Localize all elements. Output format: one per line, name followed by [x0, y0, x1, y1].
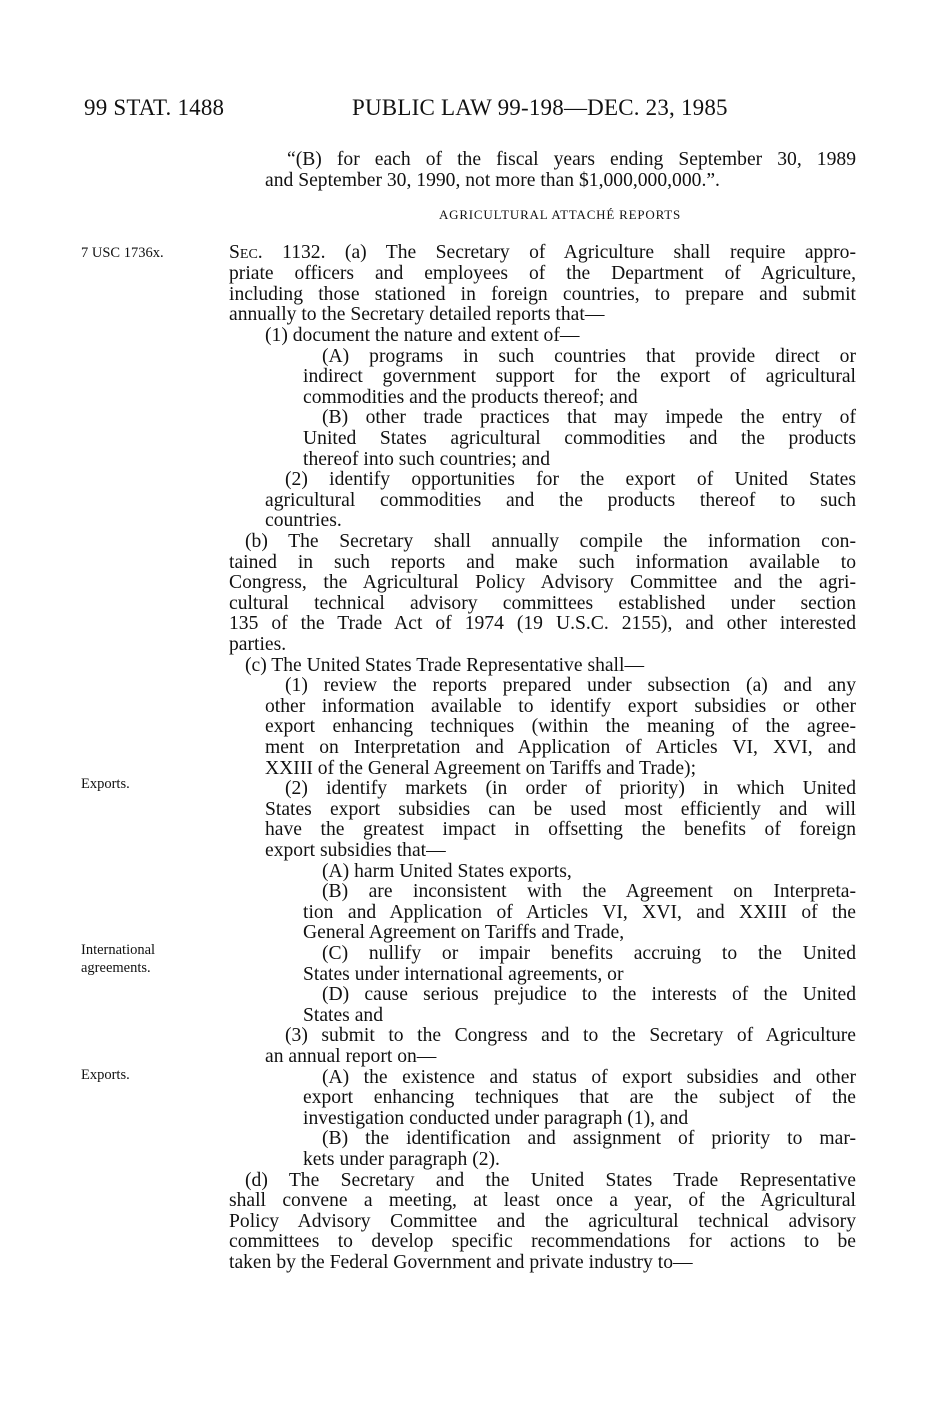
body-line: export enhancing techniques (within the meaning of the agree- [265, 716, 856, 737]
body-line: (D) cause serious prejudice to the interests of the United [322, 984, 856, 1005]
body-line: (B) other trade practices that may impede the entry of [322, 407, 856, 428]
body-line: annually to the Secretary detailed reports that— [229, 304, 605, 325]
margin-note-exports: Exports. [81, 776, 130, 792]
margin-note-exports: Exports. [81, 1067, 130, 1083]
body-line: Congress, the Agricultural Policy Advisory Committee and the agri- [229, 572, 856, 593]
body-line: committees to develop specific recommendations for actions to be [229, 1231, 856, 1252]
body-line: export enhancing techniques that are the subject of the [303, 1087, 856, 1108]
body-line: (2) identify opportunities for the export of United States [285, 469, 856, 490]
body-line: parties. [229, 634, 287, 655]
body-line: commodities and the products thereof; and [303, 387, 638, 408]
body-line: (A) programs in such countries that provide direct or [322, 346, 856, 367]
body-line: (A) the existence and status of export subsidies and other [322, 1067, 856, 1088]
margin-note-usc: 7 USC 1736x. [81, 245, 164, 261]
body-line: (A) harm United States exports, [322, 861, 572, 882]
body-line: (d) The Secretary and the United States Trade Representative [245, 1170, 856, 1191]
body-line: (1) review the reports prepared under subsection (a) and any [285, 675, 856, 696]
body-line: thereof into such countries; and [303, 449, 551, 470]
stat-page-number: 99 STAT. 1488 [84, 95, 225, 120]
body-line: States under international agreements, or [303, 964, 624, 985]
body-line: countries. [265, 510, 342, 531]
body-line: Policy Advisory Committee and the agricultural technical advisory [229, 1211, 856, 1232]
body-line: 135 of the Trade Act of 1974 (19 U.S.C. 2155), and other interested [229, 613, 856, 634]
running-head: PUBLIC LAW 99-198—DEC. 23, 1985 [352, 95, 728, 120]
body-line: States export subsidies can be used most efficiently and will [265, 799, 856, 820]
body-line: States and [303, 1005, 383, 1026]
body-line: (c) The United States Trade Representative shall— [245, 655, 645, 676]
body-line: export subsidies that— [265, 840, 446, 861]
body-line: (3) submit to the Congress and to the Secretary of Agriculture [285, 1025, 856, 1046]
body-line: (b) The Secretary shall annually compile the information con- [245, 531, 856, 552]
margin-note-international: International [81, 942, 156, 958]
margin-note-agreements: agreements. [81, 960, 151, 976]
body-line: (C) nullify or impair benefits accruing to the United [322, 943, 856, 964]
body-line: an annual report on— [265, 1046, 437, 1067]
body-line: investigation conducted under paragraph (1), and [303, 1108, 689, 1129]
body-line: XXIII of the General Agreement on Tariffs and Trade); [265, 758, 697, 779]
body-line: have the greatest impact in offsetting the benefits of foreign [265, 819, 856, 840]
body-line: (B) the identification and assignment of priority to mar- [322, 1128, 856, 1149]
body-line: and September 30, 1990, not more than $1,000,000,000.”. [265, 170, 720, 191]
body-line: tion and Application of Articles VI, XVI, and XXIII of the [303, 902, 856, 923]
body-line: including those stationed in foreign countries, to prepare and submit [229, 284, 856, 305]
body-line: ment on Interpretation and Application of Articles VI, XVI, and [265, 737, 856, 758]
body-line-text: 1132. (a) The Secretary of Agriculture shall require appro- [262, 242, 856, 263]
body-line: tained in such reports and make such information available to [229, 552, 856, 573]
body-line: shall convene a meeting, at least once a year, of the Agricultural [229, 1190, 856, 1211]
body-line: “(B) for each of the fiscal years ending September 30, 1989 [287, 149, 856, 170]
section-heading: AGRICULTURAL ATTACHÉ REPORTS [438, 207, 682, 222]
body-line: priate officers and employees of the Department of Agriculture, [229, 263, 856, 284]
body-line: other information available to identify export subsidies or other [265, 696, 856, 717]
body-line: taken by the Federal Government and private industry to— [229, 1252, 693, 1273]
body-line: indirect government support for the export of agricultural [303, 366, 856, 387]
body-line: (B) are inconsistent with the Agreement on Interpreta- [322, 881, 856, 902]
body-line: kets under paragraph (2). [303, 1149, 500, 1170]
body-line: cultural technical advisory committees established under section [229, 593, 856, 614]
body-line: agricultural commodities and the products thereof to such [265, 490, 856, 511]
body-line: (2) identify markets (in order of priority) in which United [285, 778, 856, 799]
body-line: General Agreement on Tariffs and Trade, [303, 922, 625, 943]
body-line: (1) document the nature and extent of— [265, 325, 580, 346]
section-label: Sec. [229, 242, 263, 263]
body-line: United States agricultural commodities and the products [303, 428, 856, 449]
section-first-line [229, 242, 856, 263]
